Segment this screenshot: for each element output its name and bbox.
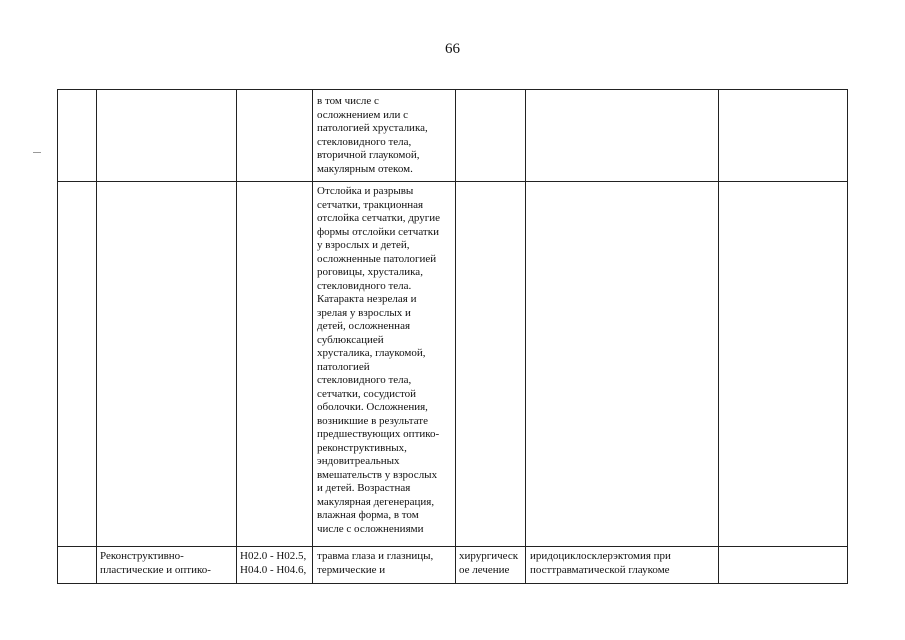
service-name-cell: Реконструктивно- пластические и оптико- bbox=[100, 550, 211, 576]
column-divider bbox=[455, 89, 456, 584]
column-divider bbox=[236, 89, 237, 584]
column-divider bbox=[847, 89, 848, 584]
treatment-type-cell: хирургическ ое лечение bbox=[459, 550, 519, 576]
scan-artifact bbox=[33, 152, 41, 153]
column-divider bbox=[718, 89, 719, 584]
icd-codes-cell: H02.0 - H02.5, H04.0 - H04.6, bbox=[240, 550, 307, 576]
column-divider bbox=[57, 89, 58, 584]
diagnosis-cell: Отслойка и разрывы сетчатки, тракционная отслойка сетчатки, другие формы отслойки сетчатки у взрослых и детей, осложненные патологией роговицы, хрусталика, стекловидного тела. Катаракта незрелая и зрелая у взрослых и детей, осложненная сублюксацией хрусталика, глаукомой, патологией стекловидного тела, сетчатки, сосудистой оболочки. Осложнения, возникшие в результате предшествующих оптико- реконструктивных, эндовитреальных вмешательств у взрослых и детей. Возрастная макулярная дегенерация, влажная форма, в том числе с осложнениями bbox=[317, 185, 440, 535]
table-bottom-border bbox=[57, 583, 848, 584]
column-divider bbox=[96, 89, 97, 584]
column-divider bbox=[525, 89, 526, 584]
page-number: 66 bbox=[445, 41, 460, 57]
row-divider bbox=[57, 181, 848, 182]
row-divider bbox=[57, 546, 848, 547]
table-top-border bbox=[57, 89, 848, 90]
diagnosis-cell: травма глаза и глазницы, термические и bbox=[317, 550, 434, 576]
treatment-method-cell: иридоциклосклерэктомия при посттравматической глаукоме bbox=[530, 550, 671, 576]
column-divider bbox=[312, 89, 313, 584]
diagnosis-cell: в том числе с осложнением или с патологией хрусталика, стекловидного тела, вторичной глаукомой, макулярным отеком. bbox=[317, 95, 428, 175]
